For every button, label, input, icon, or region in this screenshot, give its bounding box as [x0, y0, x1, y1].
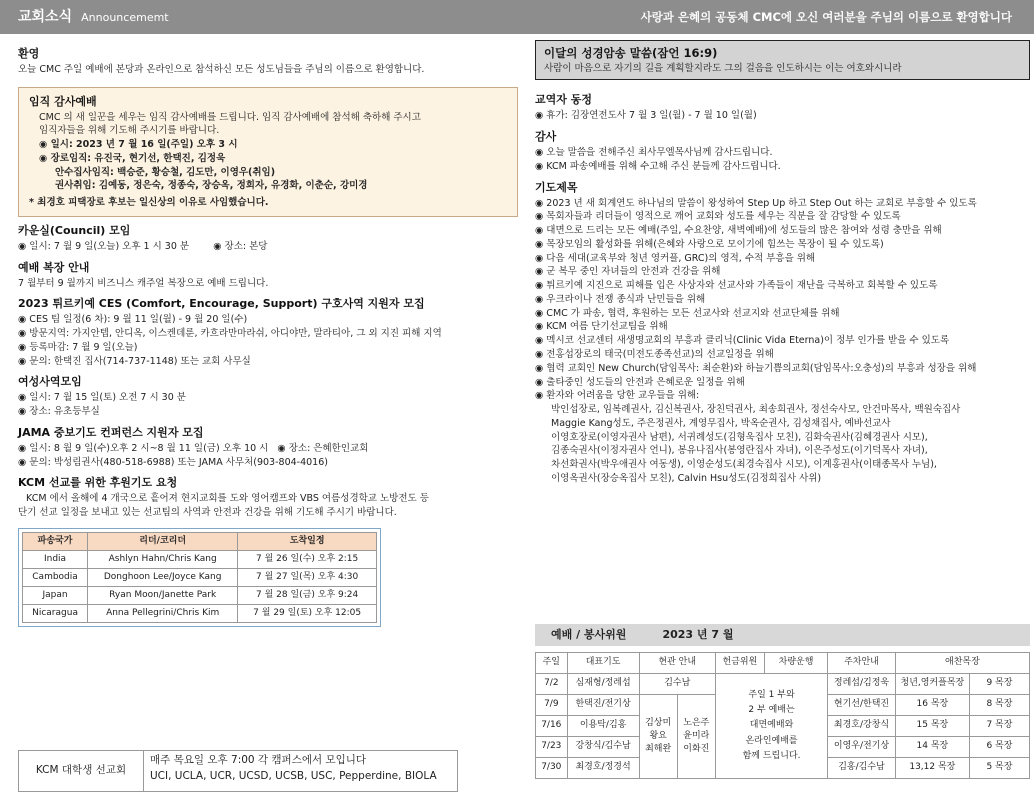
- women-line2: ◉ 장소: 유초등부실: [18, 406, 100, 418]
- verse-text: 사람이 마음으로 자기의 길을 계획할지라도 그의 걸음을 인도하시는 이는 여호와시니라: [544, 62, 902, 74]
- service-col-usher: 현관 안내: [639, 653, 715, 674]
- service-parking: 현기선/한택진: [828, 695, 896, 716]
- service-meal-a: 15 목장: [895, 716, 969, 737]
- list-item: ◉ CMC 가 파송, 협력, 후원하는 모든 선교사와 선교지와 선교단체를 위해: [535, 307, 840, 319]
- installation-deacons: 안수집사임직: 백승준, 황승철, 김도만, 이영우(취임): [55, 166, 276, 178]
- table-row: [23, 568, 377, 586]
- patient-line: 이영옥권사(장승옥집사 모친), Calvin Hsu성도(김정희집사 사위): [551, 472, 822, 484]
- welcome-banner: 사랑과 은혜의 공동체 CMC에 오신 여러분을 주님의 이름으로 환영합니다: [640, 9, 1012, 24]
- patient-line: 박인섭장로, 임복례권사, 김신복권사, 장친덕권사, 최송희권사, 정선숙사모, 안건마목사, 백원숙집사: [551, 404, 961, 416]
- service-meal-b: 6 목장: [969, 737, 1029, 758]
- kcm-country: Cambodia: [23, 568, 88, 586]
- kcm-arrival: 7 월 26 일(수) 오후 2:15: [238, 550, 377, 568]
- service-date: 7/23: [536, 737, 568, 758]
- service-parking: 최경호/강창식: [828, 716, 896, 737]
- kcm-leader: Donghoon Lee/Joyce Kang: [88, 568, 238, 586]
- kcm-country: India: [23, 550, 88, 568]
- service-prayer: 한택진/전기상: [567, 695, 639, 716]
- kcm-leader: Anna Pellegrini/Chris Kim: [88, 605, 238, 623]
- left-column: [18, 40, 518, 632]
- service-note: 주일 1 부와 2 부 예배는 대면예배와 온라인예배를 함께 드립니다.: [715, 674, 827, 779]
- service-meal-b: 7 목장: [969, 716, 1029, 737]
- campus-line2: UCI, UCLA, UCR, UCSD, UCSB, USC, Pepperdine, BIOLA: [150, 769, 437, 782]
- kcm-country: Japan: [23, 586, 88, 604]
- installation-date: ◉ 일시: 2023 년 7 월 16 일(주일) 오후 3 시: [39, 139, 238, 151]
- header-title-group: [18, 7, 169, 27]
- kcm-country: Nicaragua: [23, 605, 88, 623]
- installation-box: [18, 87, 518, 217]
- patient-line: 김종숙권사(이정자권사 언니), 봉유나집사(봉영란집사 자녀), 이은주성도(이기덕목사 자녀),: [551, 445, 928, 457]
- service-meal-a: 16 목장: [895, 695, 969, 716]
- service-date: 7/9: [536, 695, 568, 716]
- verse-title: 이달의 성경암송 말씀(잠언 16:9): [544, 46, 718, 60]
- installation-line1: CMC 의 새 일꾼을 세우는 임직 감사예배를 드립니다. 임직 감사예배에 참석해 축하해 주시고: [39, 111, 421, 123]
- list-item: ◉ 군 복무 중인 자녀들의 안전과 건강을 위해: [535, 266, 721, 278]
- kcm-table-wrap: [18, 528, 381, 627]
- kcm-arrival: 7 월 27 일(목) 오후 4:30: [238, 568, 377, 586]
- kcm-leader: Ashlyn Hahn/Chris Kang: [88, 550, 238, 568]
- service-usher-top: 김수남: [639, 674, 715, 695]
- patient-line: Maggie Kang성도, 주은정권사, 계영무집사, 박옥순권사, 김성채집사, 예바선교사: [551, 417, 891, 429]
- list-item: ◉ 목장모임의 활성화를 위해(은혜와 사랑으로 모이기에 힘쓰는 목장이 될 수 있도록): [535, 238, 884, 250]
- pastor-title: 교역자 동정: [535, 93, 592, 107]
- page-header: [0, 0, 1034, 34]
- service-col-meal: 애찬목장: [895, 653, 1029, 674]
- table-row: [23, 586, 377, 604]
- service-parking: 이영우/전기상: [828, 737, 896, 758]
- installation-line2: 임직자들을 위해 기도해 주시기를 바랍니다.: [39, 125, 220, 137]
- service-meal-b: 8 목장: [969, 695, 1029, 716]
- service-header-row: [536, 653, 1030, 674]
- ces-line4: ◉ 문의: 한택진 집사(714-737-1148) 또는 교회 사무실: [18, 355, 251, 367]
- jama-line2: ◉ 문의: 박성림권사(480-518-6988) 또는 JAMA 사무처(903-804-4016): [18, 456, 328, 468]
- prayer-title: 기도제목: [535, 180, 578, 194]
- service-month: 2023 년 7 월: [662, 628, 734, 642]
- list-item: ◉ 환자와 어려움을 당한 교우들을 위해:: [535, 390, 700, 402]
- service-title: 예배 / 봉사위원: [551, 628, 627, 642]
- kcm-arrival: 7 월 28 일(금) 오후 9:24: [238, 586, 377, 604]
- service-date: 7/30: [536, 758, 568, 779]
- installation-elders: ◉ 장로임직: 유진국, 현기선, 한택진, 김정욱: [39, 152, 226, 164]
- patient-line: 차선화권사(박우애권사 여동생), 이영순성도(최경숙집사 시모), 이계홍권사(이태종목사 누님),: [551, 459, 937, 471]
- service-meal-b: 5 목장: [969, 758, 1029, 779]
- list-item: ◉ 출타중인 성도들의 안전과 은혜로운 일정을 위해: [535, 376, 745, 388]
- kcm-title: KCM 선교를 위한 후원기도 요청: [18, 476, 178, 490]
- verse-box: [535, 40, 1030, 80]
- council-text: ◉ 일시: 7 월 9 일(오늘) 오후 1 시 30 분 ◉ 장소: 본당: [18, 240, 268, 252]
- women-title: 여성사역모임: [18, 375, 82, 389]
- list-item: ◉ 멕시코 선교센터 새생명교회의 부흥과 클리닉(Clinic Vida Eterna)이 정부 인가를 받을 수 있도록: [535, 335, 950, 347]
- jama-line1: ◉ 일시: 8 월 9 일(수)오후 2 시~8 월 11 일(금) 오후 10 시 ◉ 장소: 은혜한인교회: [18, 442, 369, 454]
- service-date: 7/2: [536, 674, 568, 695]
- header-title: 교회소식: [18, 8, 73, 25]
- ces-title: 2023 튀르키예 CES (Comfort, Encourage, Support) 구호사역 지원자 모집: [18, 297, 425, 311]
- service-prayer: 이용탁/김홍: [567, 716, 639, 737]
- service-meal-a: 청년,영커플목장: [895, 674, 969, 695]
- list-item: ◉ 협력 교회인 New Church(담임목사: 최순환)와 하늘기쁨의교회(담임목사:오충성)의 부흥과 성장을 위해: [535, 362, 977, 374]
- service-col-offering: 헌금위원: [715, 653, 764, 674]
- service-col-prayer: 대표기도: [567, 653, 639, 674]
- service-usher-b: 노은주 윤미라 이화진: [677, 695, 715, 779]
- campus-mission-box: [18, 750, 458, 792]
- campus-line1: 매주 목요일 오후 7:00 각 캠퍼스에서 모입니다: [150, 754, 367, 766]
- thanks-line2: ◉ KCM 파송예배를 위해 수고해 주신 분들께 감사드립니다.: [535, 160, 781, 172]
- service-usher-a: 김상미 왕요 최해완: [639, 695, 677, 779]
- service-meal-a: 13,12 목장: [895, 758, 969, 779]
- list-item: ◉ 목회자들과 리더들이 영적으로 깨어 교회와 성도를 세우는 직분을 잘 감당할 수 있도록: [535, 211, 901, 223]
- women-line1: ◉ 일시: 7 월 15 일(토) 오전 7 시 30 분: [18, 392, 186, 404]
- campus-label: KCM 대학생 선교회: [19, 751, 144, 791]
- list-item: ◉ 전홍섭장로의 태국(미전도종족선교)의 선교일정을 위해: [535, 348, 774, 360]
- kcm-leader: Ryan Moon/Janette Park: [88, 586, 238, 604]
- installation-title: 임직 감사예배: [29, 94, 97, 108]
- pastor-text: ◉ 휴가: 김장연전도사 7 월 3 일(월) - 7 월 10 일(월): [535, 110, 757, 122]
- kcm-line2: 단기 선교 일정을 보내고 있는 선교팀의 사역과 안전과 건강을 위해 기도해 주시기 바랍니다.: [18, 507, 397, 519]
- installation-kwonsa: 권사취임: 김예동, 정은숙, 정종숙, 장승옥, 정희자, 유경화, 이춘순, 강미경: [55, 180, 368, 192]
- service-parking: 김홍/김수남: [828, 758, 896, 779]
- service-prayer: 강창식/김수남: [567, 737, 639, 758]
- service-header: [535, 624, 1030, 646]
- patient-line: 이영호장로(이영자권사 남편), 서귀례성도(김형욱집사 모친), 김화숙권사(김혜경권사 시모),: [551, 431, 928, 443]
- kcm-arrival: 7 월 29 일(토) 오후 12:05: [238, 605, 377, 623]
- header-subtitle: Announcememt: [81, 10, 169, 24]
- list-item: ◉ 다음 세대(교육부와 청년 영커플, GRC)의 영적, 수적 부흥을 위해: [535, 252, 816, 264]
- right-column: [535, 40, 1030, 486]
- service-parking: 정레섭/김정욱: [828, 674, 896, 695]
- service-date: 7/16: [536, 716, 568, 737]
- kcm-header-arrival: 도착일정: [238, 532, 377, 550]
- kcm-header-leader: 리더/코리더: [88, 532, 238, 550]
- ces-line1: ◉ CES 팀 일정(6 차): 9 월 11 일(월) - 9 월 20 일(수): [18, 314, 248, 326]
- council-title: 카운실(Council) 모임: [18, 224, 131, 237]
- table-row: [23, 605, 377, 623]
- kcm-line1: KCM 에서 올해에 4 개국으로 흩어져 현지교회를 도와 영어캠프와 VBS 여름성경학교 노방전도 등: [26, 493, 429, 505]
- thanks-line1: ◉ 오늘 말씀을 전해주신 최사무엘목사님께 감사드립니다.: [535, 147, 773, 159]
- thanks-title: 감사: [535, 130, 557, 144]
- table-row: [536, 674, 1030, 695]
- service-meal-a: 14 목장: [895, 737, 969, 758]
- table-row: [23, 550, 377, 568]
- service-prayer: 심재형/정레섭: [567, 674, 639, 695]
- service-prayer: 최경호/정경석: [567, 758, 639, 779]
- dress-text: 7 월부터 9 월까지 비즈니스 캐주얼 복장으로 예배 드립니다.: [18, 277, 269, 289]
- service-col-date: 주일: [536, 653, 568, 674]
- list-item: ◉ 튀르키예 지진으로 피해를 입은 사상자와 선교사와 가족들이 재난을 극복하고 회복할 수 있도록: [535, 280, 938, 292]
- kcm-table-header: [23, 532, 377, 550]
- kcm-header-country: 파송국가: [23, 532, 88, 550]
- list-item: ◉ KCM 여름 단기선교팀을 위해: [535, 321, 668, 333]
- ces-line2: ◉ 방문지역: 가지안텝, 안디옥, 이스켄데룬, 카흐라만마라쉬, 아디야만, 말라티아, 그 외 지진 피해 지역: [18, 328, 442, 340]
- list-item: ◉ 2023 년 새 회계연도 하나님의 말씀이 왕성하여 Step Up 하고 Step Out 하는 교회로 부흥할 수 있도록: [535, 197, 977, 209]
- welcome-title: 환영: [18, 47, 40, 60]
- jama-title: JAMA 중보기도 컨퍼런스 지원자 모집: [18, 425, 204, 439]
- welcome-text: 오늘 CMC 주일 예배에 본당과 온라인으로 참석하신 모든 성도님들을 주님의 이름으로 환영합니다.: [18, 63, 425, 75]
- service-col-parking: 주차안내: [828, 653, 896, 674]
- list-item: ◉ 우크라이나 전쟁 종식과 난민들을 위해: [535, 293, 706, 305]
- kcm-table: [22, 532, 377, 623]
- campus-text: [144, 751, 443, 791]
- service-table: [535, 652, 1030, 779]
- list-item: ◉ 대면으로 드리는 모든 예배(주일, 수요찬양, 새벽예배)에 성도들의 많은 참여와 성령 충만을 위해: [535, 225, 942, 237]
- service-meal-b: 9 목장: [969, 674, 1029, 695]
- installation-note: * 최경호 피택장로 후보는 일신상의 이유로 사임했습니다.: [29, 197, 269, 209]
- dress-title: 예배 복장 안내: [18, 260, 90, 274]
- service-col-vehicle: 차량운행: [764, 653, 827, 674]
- ces-line3: ◉ 등록마감: 7 월 9 일(오늘): [18, 341, 138, 353]
